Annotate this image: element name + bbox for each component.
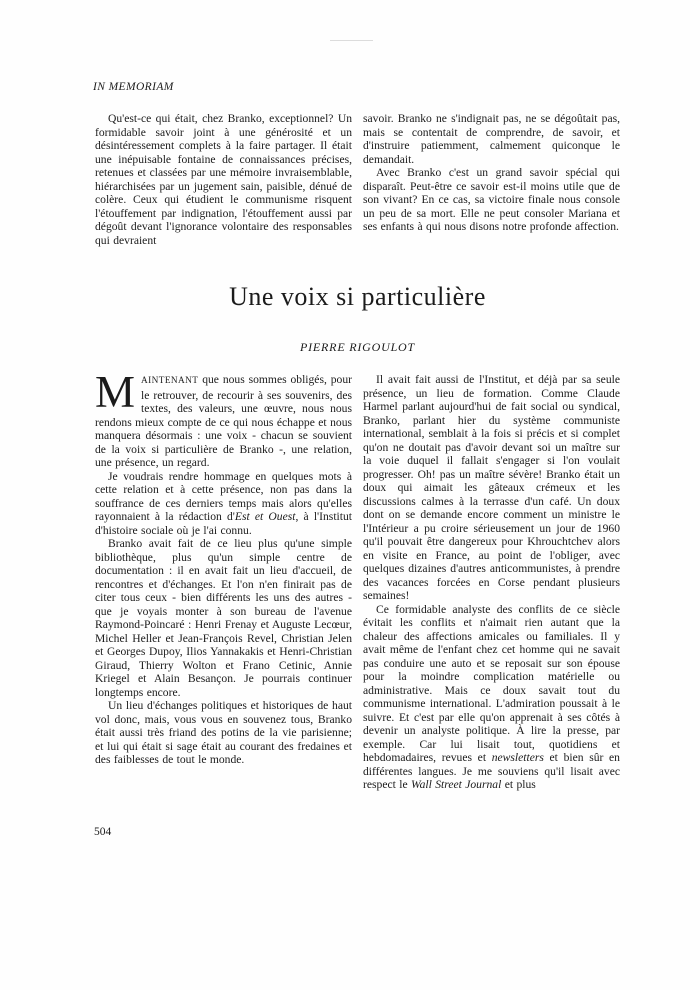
drop-cap: M <box>95 367 136 417</box>
article-title: Une voix si particulière <box>229 282 486 311</box>
paragraph: Qu'est-ce qui était, chez Branko, exceptionnel? Un formidable savoir joint à une générosité et un désintéressement complets à la faire partager. Il était une inépuisable fontaine de connaissances précises, retenues et classées par une mémoire invraisemblable, hiérarchisées par un jugement sain, paisible, dénué de colère. Ceux qui étudient le communisme risquent l'étouffement par indignation, l'étouffement aussi par dégoût devant l'ignorance volontaire des responsables qui devraient <box>95 112 352 247</box>
small-caps-lead: AINTENANT <box>141 376 199 386</box>
page-number: 504 <box>94 826 112 838</box>
running-head: IN MEMORIAM <box>93 81 174 93</box>
paragraph: savoir. Branko ne s'indignait pas, ne se dégoûtait pas, mais se contentait de comprendre, de savoir, et d'instruire patiemment, calmement quiconque le demandait. <box>363 112 620 166</box>
paragraph: Il avait fait aussi de l'Institut, et déjà par sa seule présence, un lieu de formation. Comme Claude Harmel parlant aujourd'hui de fait social ou syndical, Branko, parlant hier du système communiste international, semblait à la fois si précis et si complet qu'on ne doutait pas d'avoir devant soi un maître sur la voie duquel il fallait s'engager si l'on voulait progresser. Oh! pas un maître sévère! Branko était un doux qui aimait les gâteaux crémeux et les discussions calmes à la terrasse d'un café. Un doux dont on se demande encore comment un ministre le l'Intérieur a pu croire sérieusement un jour de 1960 qu'il pouvait être dangereux pour Khrouchtchev alors en visite en France, au point de l'obliger, avec quelques dizaines d'autres anticommunistes, à prendre des vacances forcées en Corse pendant plusieurs semaines! <box>363 373 620 602</box>
paragraph: Un lieu d'échanges politiques et historiques de haut vol donc, mais, vous vous en souvenez tous, Branko était aussi très friand des potins de la vie parisienne; et lui qui était si sage était au courant des fredaines et des faiblesses de tout le monde. <box>95 699 352 766</box>
printers-mark <box>330 40 373 41</box>
memoriam-column-right <box>363 112 620 234</box>
article-column-right <box>363 373 620 792</box>
memoriam-column-left <box>95 112 352 247</box>
paragraph: Avec Branko c'est un grand savoir spécial qui disparaît. Peut-être ce savoir est-il moins utile que de son vivant? En ce cas, sa victoire finale nous console un peu de sa mort. Elle ne peut consoler Mariana et ses enfants à qui nous disons notre profonde affection. <box>363 166 620 233</box>
article-author: PIERRE RIGOULOT <box>300 340 415 354</box>
paragraph: Ce formidable analyste des conflits de ce siècle évitait les conflits et n'aimait rien autant que la chaleur des affections amicales ou familiales. Il y avait même de l'enfant chez cet homme qui ne savait pas conduire une auto et se reposait sur son épouse pour la moindre complication matérielle ou administrative. Mais ce doux savait tout du communisme international. L'admiration poussait à le suivre. Et c'est par elle qu'on apprenait à ses côtés à devenir un analyste politique. À lire la presse, par exemple. Car lui lisait tout, quotidiens et hebdomadaires, revues et newsletters et bien sûr en différentes langues. Je me souviens qu'il lisait avec respect le Wall Street Journal et plus <box>363 602 620 791</box>
paragraph: Je voudrais rendre hommage en quelques mots à cette relation et à cette présence, non pas dans la souffrance de ces derniers temps mais alors qu'elles rayonnaient à la rédaction d'Est et Ouest, à l'Institut d'histoire sociale où je l'ai connu. <box>95 469 352 537</box>
article-column-left <box>95 367 352 767</box>
paragraph: MAINTENANT que nous sommes obligés, pour le retrouver, de recourir à ses souvenirs, des textes, des valeurs, une œuvre, nous nous rendons mieux compte de ce qui nous échappe et nous manquera désormais : une voix - chacun se souvient de la voix si particulière de Branko -, une relation, une présence, un regard. <box>95 367 352 469</box>
paragraph: Branko avait fait de ce lieu plus qu'une simple bibliothèque, plus qu'un simple centre de documentation : il en avait fait un lieu d'accueil, de rencontres et d'échanges. Et l'on n'en finirait pas de citer tous ceux - bien différents les uns des autres - que je voyais monter à son bureau de l'avenue Raymond-Poincaré : Henri Frenay et Auguste Lecœur, Michel Heller et Jean-François Revel, Christian Jelen et Georges Dupoy, Ilios Yannakakis et Henri-Christian Giraud, Thierry Wolton et Frano Cetinic, Annie Kriegel et Alain Besançon. Je pourrais continuer longtemps encore. <box>95 537 352 699</box>
